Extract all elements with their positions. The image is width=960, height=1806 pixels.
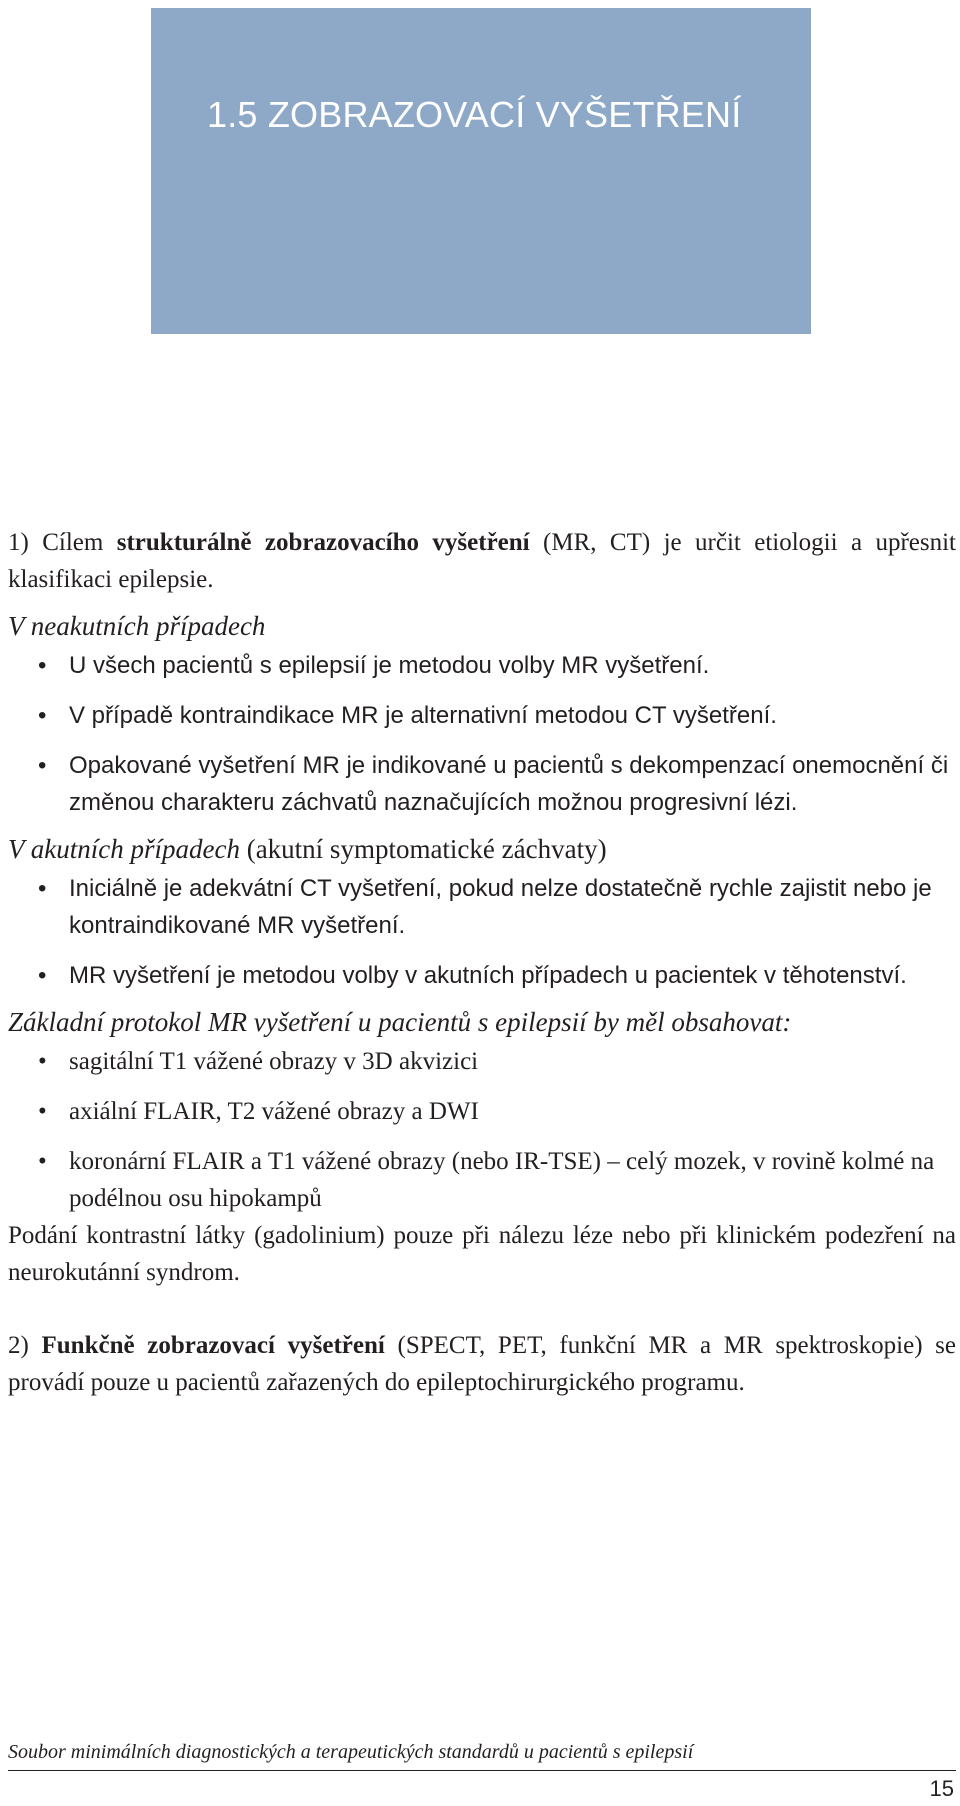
p1-pre: 1) Cílem — [8, 529, 117, 556]
bullet: • — [38, 962, 47, 989]
heading-protocol — [8, 1004, 956, 1041]
footer-note: Soubor minimálních diagnostických a terapeutických standardů u pacientů s epilepsií — [8, 1741, 694, 1763]
bullet: • — [38, 752, 47, 779]
page-number: 15 — [929, 1776, 954, 1801]
bullet: • — [38, 1148, 47, 1175]
list-item-text: sagitální T1 vážené obrazy v 3D akvizici — [69, 1048, 479, 1075]
list-item — [8, 647, 956, 684]
list-item — [8, 1143, 956, 1217]
list-item-text: koronární FLAIR a T1 vážené obrazy (nebo IR-TSE) – celý mozek, v rovině kolmé na podélnou osu hipokampů — [69, 1148, 935, 1212]
list-item — [8, 1043, 956, 1080]
paragraph-structural-imaging — [8, 524, 956, 598]
bullet: • — [38, 1098, 47, 1125]
footer-divider — [8, 1770, 956, 1771]
list-item — [8, 870, 956, 944]
list-protocol — [8, 1043, 956, 1217]
bullet: • — [38, 1048, 47, 1075]
bullet: • — [38, 702, 47, 729]
list-item — [8, 1093, 956, 1130]
list-item-text: MR vyšetření je metodou volby v akutních případech u pacientek v těhotenství. — [69, 962, 907, 989]
list-item — [8, 957, 956, 994]
list-item-text: U všech pacientů s epilepsií je metodou volby MR vyšetření. — [69, 652, 710, 679]
list-item-text: axiální FLAIR, T2 vážené obrazy a DWI — [69, 1098, 479, 1125]
paragraph-contrast: Podání kontrastní látky (gadolinium) pouze při nálezu léze nebo při klinickém podezření na neurokutánní syndrom. — [8, 1222, 956, 1286]
p2-post: (SPECT, PET, funkční MR a MR spektroskopie) se provádí pouze u pacientů zařazených do epileptochirurgického programu. — [8, 1332, 957, 1396]
paragraph-functional-imaging — [8, 1327, 956, 1401]
list-item — [8, 697, 956, 734]
p2-pre: 2) — [8, 1332, 42, 1359]
bullet: • — [38, 875, 47, 902]
list-item-text: Opakované vyšetření MR je indikované u pacientů s dekompenzací onemocnění či změnou charakteru záchvatů naznačujících možnou progresivní lézi. — [69, 752, 949, 816]
list-item-text: V případě kontraindikace MR je alternativní metodou CT vyšetření. — [69, 702, 777, 729]
heading-nonacute-text: V neakutních případech — [8, 611, 266, 641]
p1-bold: strukturálně zobrazovacího vyšetření — [116, 529, 530, 556]
list-item — [8, 747, 956, 821]
section-banner — [151, 8, 811, 334]
list-nonacute — [8, 647, 956, 821]
bullet: • — [38, 652, 47, 679]
list-acute — [8, 870, 956, 994]
heading-protocol-text: Základní protokol MR vyšetření u pacientů s epilepsií by měl obsahovat: — [8, 1007, 792, 1037]
heading-acute — [8, 831, 956, 868]
p1-post: (MR, CT) je určit etiologii a upřesnit klasifikaci epilepsie. — [8, 529, 957, 593]
section-title: 1.5 ZOBRAZOVACÍ VYŠETŘENÍ — [207, 94, 742, 135]
page-content — [8, 524, 956, 1401]
list-item-text: Iniciálně je adekvátní CT vyšetření, pokud nelze dostatečně rychle zajistit nebo je kontraindikované MR vyšetření. — [69, 875, 932, 939]
p2-bold: Funkčně zobrazovací vyšetření — [41, 1332, 385, 1359]
heading-acute-text: V akutních případech — [8, 834, 240, 864]
heading-acute-tail: (akutní symptomatické záchvaty) — [239, 834, 607, 864]
heading-nonacute — [8, 608, 956, 645]
